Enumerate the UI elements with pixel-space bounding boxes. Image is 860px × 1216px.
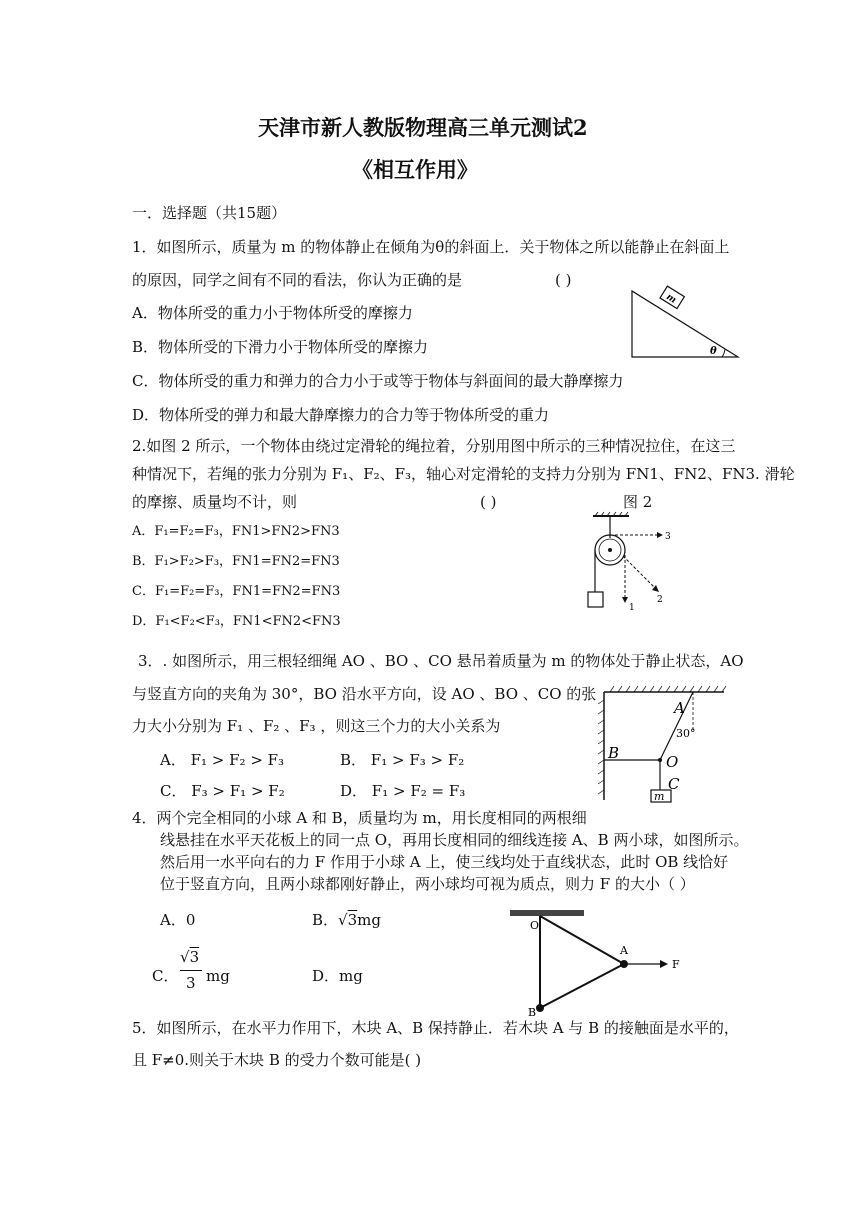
q4-stem-line2: 线悬挂在水平天花板上的同一点 O，再用长度相同的细线连接 A、B 两小球，如图所示。 bbox=[160, 831, 749, 849]
q4-label-f: F bbox=[672, 958, 680, 971]
q1-mass-label: m bbox=[664, 292, 678, 306]
q3-option-d: D． F₁ > F₂ = F₃ bbox=[340, 782, 466, 800]
q4-triangle-figure bbox=[508, 906, 698, 1018]
q1-option-c: C．物体所受的重力和弹力的合力小于或等于物体与斜面间的最大静摩擦力 bbox=[132, 372, 624, 390]
sqrt-sign: √ bbox=[180, 948, 190, 966]
q3-rope-figure bbox=[596, 684, 728, 806]
q1-incline-figure bbox=[630, 285, 742, 361]
fraction-bar bbox=[180, 970, 202, 971]
q2-pulley-figure bbox=[585, 512, 675, 614]
q4-option-c-unit: mg bbox=[206, 967, 230, 985]
sqrt-sign: √ bbox=[338, 911, 348, 929]
q3-stem-line1: 3．. 如图所示，用三根轻细绳 AO 、BO 、CO 悬吊着质量为 m 的物体处于静止状态，AO bbox=[138, 652, 744, 670]
q1-option-a: A．物体所受的重力小于物体所受的摩擦力 bbox=[132, 304, 413, 322]
q4-label-a: A bbox=[620, 944, 628, 957]
q4-stem-line3: 然后用一水平向右的力 F 作用于小球 A 上，使三线均处于直线状态，此时 OB 线恰好 bbox=[160, 853, 729, 871]
q1-option-d: D．物体所受的弹力和最大静摩擦力的合力等于物体所受的重力 bbox=[132, 406, 550, 424]
q4-option-c-radicand: 3 bbox=[189, 948, 200, 966]
q2-rope-label-1: 1 bbox=[629, 603, 635, 613]
q4-option-c-prefix: C． bbox=[152, 967, 179, 985]
q2-rope-label-2: 2 bbox=[657, 595, 663, 605]
q2-stem-line1: 2.如图 2 所示，一个物体由绕过定滑轮的绳拉着，分别用图中所示的三种情况拉住，在这三 bbox=[132, 437, 736, 455]
q4-label-b: B bbox=[528, 1006, 537, 1019]
q2-stem-line3: 的摩擦、质量均不计，则 bbox=[132, 493, 298, 511]
q4-option-d: D．mg bbox=[312, 967, 363, 985]
q2-option-d: D．F₁<F₂<F₃，FN1<FN2<FN3 bbox=[132, 614, 341, 629]
page-title: 天津市新人教版物理高三单元测试2 bbox=[258, 115, 588, 140]
q2-rope-label-3: 3 bbox=[665, 532, 671, 542]
q4-option-b-unit: mg bbox=[357, 911, 381, 929]
q3-label-angle: 30° bbox=[676, 727, 696, 740]
q3-option-a: A． F₁ > F₂ > F₃ bbox=[160, 751, 285, 769]
q3-option-b: B． F₁ > F₃ > F₂ bbox=[340, 751, 465, 769]
q5-stem-line2: 且 F≠0.则关于木块 B 的受力个数可能是( ) bbox=[132, 1051, 422, 1069]
q3-label-o: O bbox=[666, 753, 679, 771]
q2-figure-caption: 图 2 bbox=[623, 493, 653, 511]
q2-option-c: C．F₁=F₂=F₃，FN1=FN2=FN3 bbox=[132, 584, 341, 599]
q4-option-a: A．0 bbox=[160, 911, 196, 929]
q1-angle-label: θ bbox=[710, 346, 717, 357]
q4-option-b-prefix: B． bbox=[312, 911, 339, 929]
q3-option-c: C． F₃ > F₁ > F₂ bbox=[160, 782, 285, 800]
q4-stem-line4: 位于竖直方向，且两小球都刚好静止，两小球均可视为质点，则力 F 的大小（ ） bbox=[160, 875, 695, 893]
q2-option-a: A．F₁=F₂=F₃，FN1>FN2>FN3 bbox=[132, 524, 340, 539]
q4-option-b bbox=[312, 910, 381, 930]
section-heading: 一．选择题（共15题） bbox=[132, 204, 287, 222]
q3-label-m: m bbox=[654, 790, 665, 803]
q2-option-b: B．F₁>F₂>F₃，FN1=FN2=FN3 bbox=[132, 554, 340, 569]
q3-label-b: B bbox=[608, 744, 620, 762]
q1-stem-line1: 1．如图所示，质量为 m 的物体静止在倾角为θ的斜面上．关于物体之所以能静止在斜面上 bbox=[132, 238, 730, 256]
q5-stem-line1: 5．如图所示，在水平力作用下，木块 A、B 保持静止．若木块 A 与 B 的接触面是水平的， bbox=[132, 1019, 739, 1037]
q2-stem-line2: 种情况下，若绳的张力分别为 F₁、F₂、F₃，轴心对定滑轮的支持力分别为 FN1、FN2、FN3. 滑轮 bbox=[132, 465, 795, 483]
q4-option-c-denominator: 3 bbox=[186, 974, 196, 992]
q1-option-b: B．物体所受的下滑力小于物体所受的摩擦力 bbox=[132, 338, 429, 356]
q1-answer-paren: ( ) bbox=[555, 271, 572, 289]
q4-option-c-numerator bbox=[180, 947, 199, 967]
page-subtitle: 《相互作用》 bbox=[352, 157, 478, 182]
q3-stem-line2: 与竖直方向的夹角为 30°，BO 沿水平方向，设 AO 、BO 、CO 的张 bbox=[132, 685, 597, 703]
q2-answer-paren: ( ) bbox=[480, 493, 497, 511]
q4-label-o: O bbox=[530, 919, 540, 932]
q3-stem-line3: 力大小分别为 F₁ 、F₂ 、F₃ ，则这三个力的大小关系为 bbox=[132, 717, 501, 735]
q3-label-c: C bbox=[668, 775, 680, 793]
q1-stem-line2: 的原因，同学之间有不同的看法，你认为正确的是 bbox=[132, 271, 463, 289]
q4-option-b-radicand: 3 bbox=[347, 911, 358, 929]
q3-label-a: A bbox=[674, 699, 685, 717]
q4-stem-line1: 4．两个完全相同的小球 A 和 B，质量均为 m，用长度相同的两根细 bbox=[132, 809, 587, 827]
